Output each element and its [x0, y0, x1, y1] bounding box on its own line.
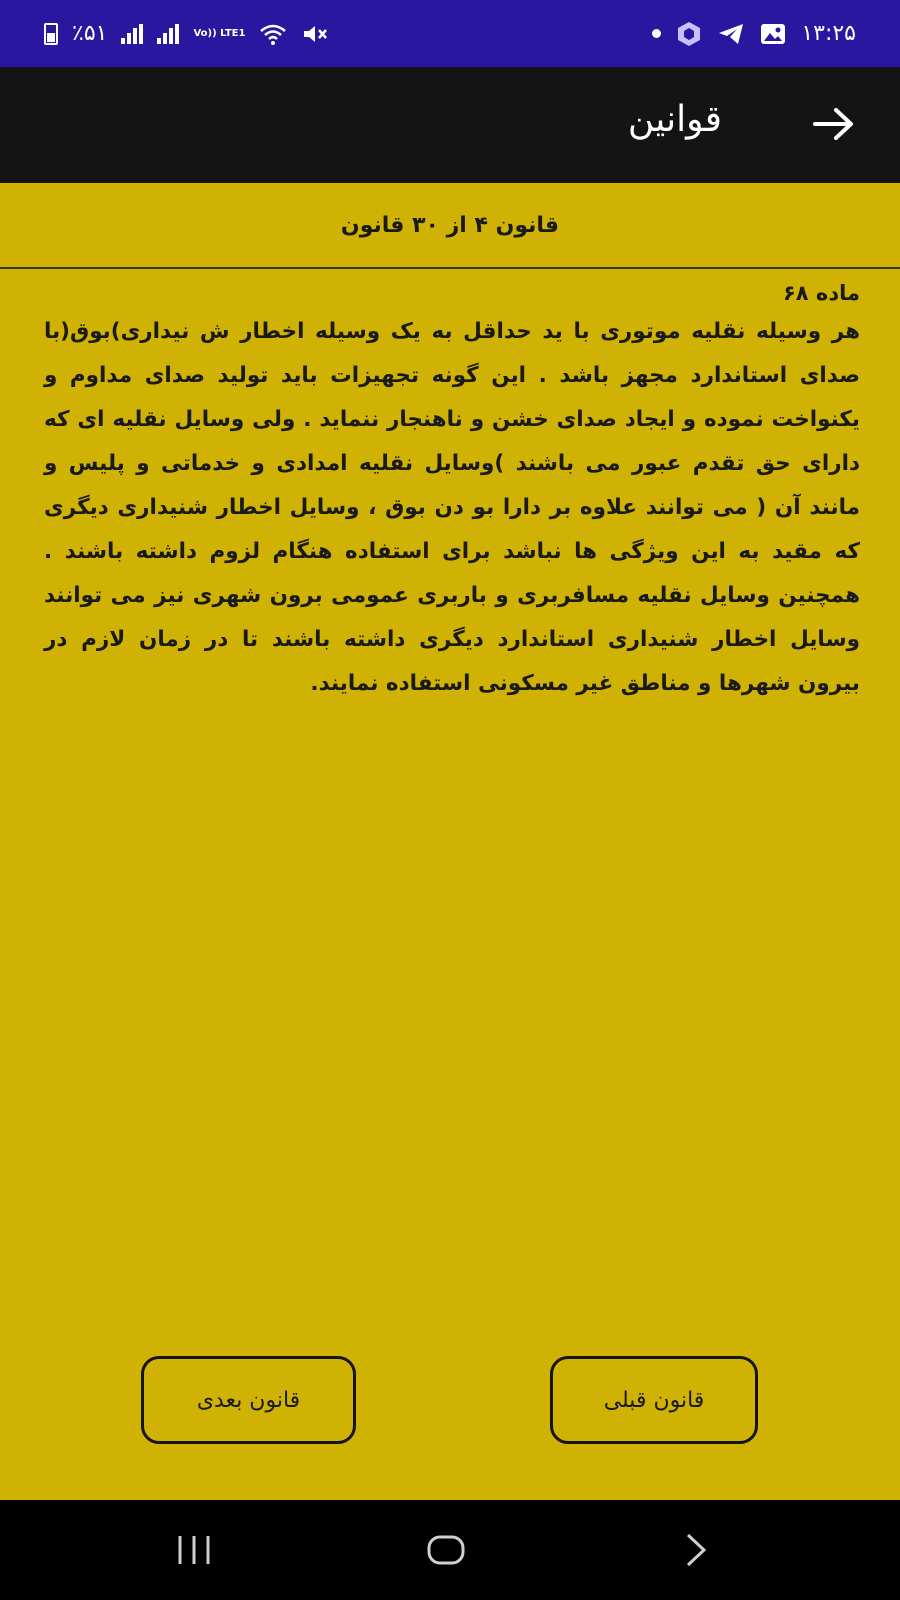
mute-icon — [301, 22, 329, 46]
article-content — [44, 276, 860, 706]
signal-icon-2 — [157, 24, 179, 44]
article-body: هر وسیله نقلیه موتوری با ید حداقل به یک وسیله اخطار ش نیداری)بوق(با صدای استاندارد مجهز باشد . این گونه تجهیزات باید تولید صدای مداوم و یکنواخت نموده و ایجاد صدای خشن و ناهنجار ننماید . ولی وسایل نقلیه ای که دارای حق تقدم عبور می باشند )وسایل نقلیه امدادی و خدماتی و پلیس و مانند آن ( می توانند علاوه بر دارا بو دن بوق ، وسایل اخطار شنیداری دیگری که مقید به این ویژگی ها نباشد برای استفاده هنگام لزوم داشته باشند . همچنین وسایل نقلیه مسافربری و باربری عمومی برون شهری نیز می توانند وسایل اخطار شنیداری استاندارد دیگری داشته باشند تا در زمان لازم در بیرون شهرها و مناطق غیر مسکونی استفاده نمایند. — [44, 319, 860, 696]
system-back-button[interactable] — [676, 1530, 716, 1570]
status-time: ۱۳:۲۵ — [801, 21, 856, 46]
signal-icon — [121, 24, 143, 44]
app-hexagon-icon — [675, 20, 703, 48]
chevron-right-icon — [683, 1532, 709, 1568]
article-title: ماده ۶۸ — [782, 281, 860, 305]
rule-counter: قانون ۴ از ۳۰ قانون — [340, 212, 560, 238]
home-icon — [426, 1534, 466, 1566]
recents-button[interactable] — [168, 1530, 220, 1570]
image-icon — [759, 22, 787, 46]
status-right-group — [652, 20, 856, 48]
recents-icon — [174, 1533, 214, 1567]
telegram-icon — [717, 22, 745, 46]
page-title: قوانین — [627, 99, 722, 140]
lte-icon: Vo)) LTE1 — [193, 27, 246, 39]
battery-percent: ٪۵۱ — [72, 21, 108, 46]
system-nav-bar — [0, 1500, 900, 1600]
status-left-group — [44, 21, 329, 46]
home-button[interactable] — [420, 1530, 472, 1570]
status-bar — [0, 0, 900, 67]
notification-dot-icon — [652, 29, 661, 38]
back-button[interactable] — [808, 101, 860, 147]
previous-rule-button[interactable]: قانون قبلی — [550, 1356, 758, 1444]
battery-icon — [44, 23, 58, 45]
arrow-right-icon — [812, 107, 856, 141]
rule-header — [0, 183, 900, 269]
wifi-icon — [259, 22, 287, 46]
app-bar — [0, 67, 900, 183]
next-rule-button[interactable]: قانون بعدی — [141, 1356, 356, 1444]
